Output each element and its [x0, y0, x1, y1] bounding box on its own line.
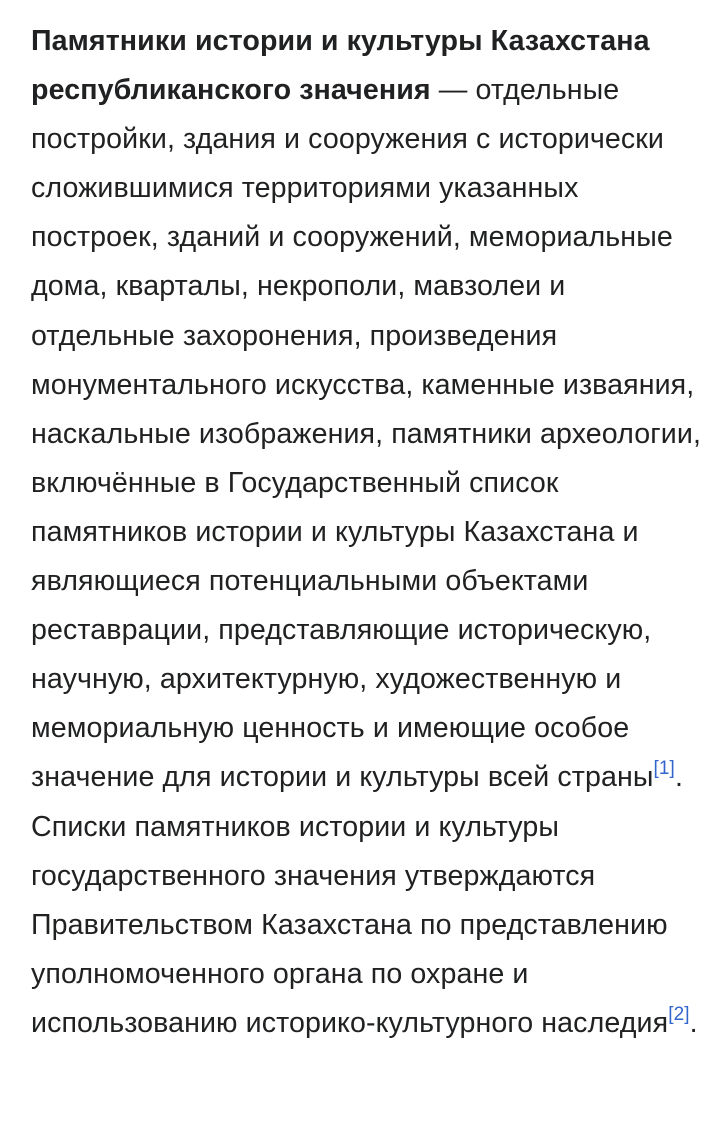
intro-paragraph	[31, 17, 701, 1048]
paragraph-text-2: . Списки памятников истории и культуры государственного значения утверждаются Правительством Казахстана по представлению уполномоченного органа по охране и использованию историко-культурного наследия	[31, 761, 683, 1039]
footnote-ref-1[interactable]: [1]	[653, 758, 675, 780]
footnote-ref-2[interactable]: [2]	[668, 1003, 690, 1025]
paragraph-text-1: — отдельные постройки, здания и сооружения с исторически сложившимися территориями указанных построек, зданий и сооружений, мемориальные дома, кварталы, некрополи, мавзолеи и отдельные захоронения, произведения монументального искусства, каменные изваяния, наскальные изображения, памятники археологии, включённые в Государственный список памятников истории и культуры Казахстана и являющиеся потенциальными объектами реставрации, представляющие историческую, научную, архитектурную, художественную и мемориальную ценность и имеющие особое значение для истории и культуры всей страны	[31, 74, 701, 794]
article-term: Памятники истории и культуры Казахстана республиканского значения	[31, 25, 650, 107]
paragraph-text-3: .	[689, 1006, 698, 1039]
article-body	[31, 17, 701, 1048]
